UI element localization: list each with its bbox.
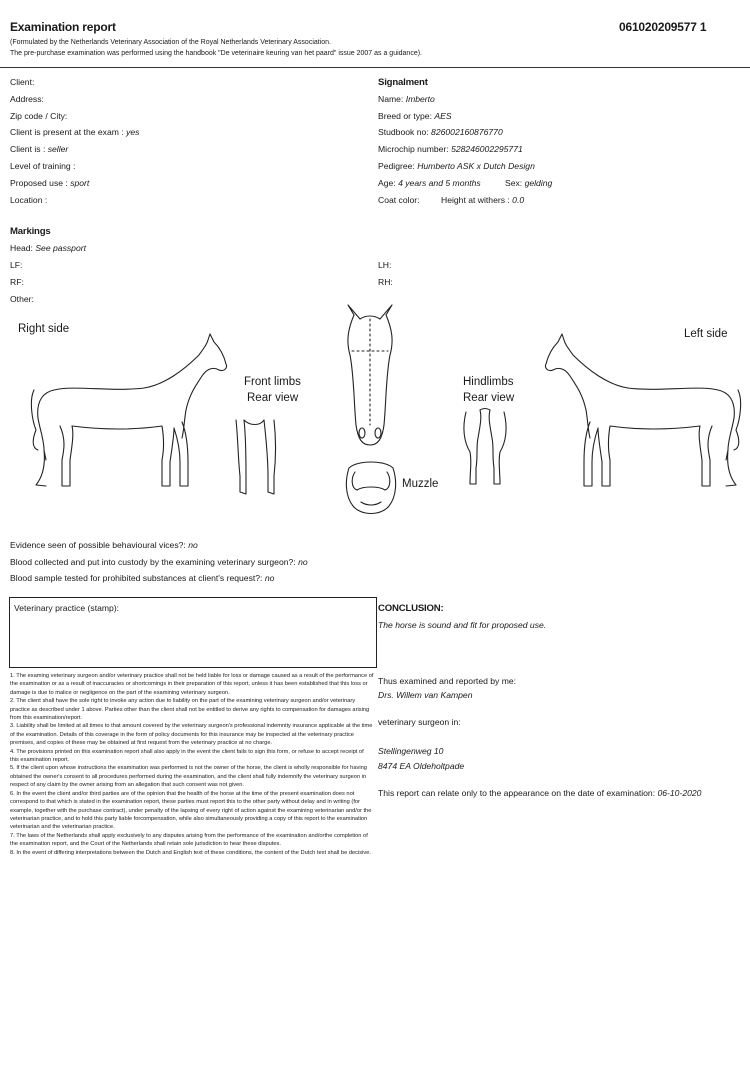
head-marking-label: Head: xyxy=(10,243,33,253)
blood-collected-row xyxy=(10,557,308,567)
term-6: 6. In the event the client and/or third parties are of the opinion that the health of the horse at the time of the present examination does not correspond to that which is stated in the examination report, these parties must report this to the other party without delay and in writing (for example, together with the purchase contract), under penalty of the lapsing of every right of action against the examining veterinarian and/or the veterinarian practice, and to hold this party liable forcompensation, while also simultaneously providing a copy of this report to the examination veterinarian and the veterinarian practice. xyxy=(10,790,372,831)
blood-sample-label: Blood sample tested for prohibited substances at client's request?: xyxy=(10,573,263,583)
studbook-row xyxy=(378,127,503,137)
sex-value: gelding xyxy=(524,178,553,188)
head-marking-row xyxy=(10,243,86,253)
blood-sample-row xyxy=(10,573,274,583)
client-label: Client: xyxy=(10,77,35,87)
veterinary-stamp-box xyxy=(9,597,377,668)
horse-right-side-drawing xyxy=(24,330,244,490)
term-8: 8. In the event of differing interpretations between the Dutch and English text of these conditions, the content of the Dutch text shall be decisive. xyxy=(10,849,371,856)
training-label: Level of training : xyxy=(10,161,76,171)
pedigree-label: Pedigree: xyxy=(378,161,415,171)
term-5: 5. If the client upon whose instructions the examination was performed is not the owner of the horse, the client is wholly responsible for having obtained the owner's consent to all procedures performed during the examination, and the client shall fully indemnify the veterinary surgeon in respect of any claim by the owner arising from an allegation that such consent was not given. xyxy=(10,765,367,789)
exam-date-value: 06-10-2020 xyxy=(657,788,702,798)
blood-collected-label: Blood collected and put into custody by the examining veterinary surgeon?: xyxy=(10,557,296,567)
term-3: 3. Liability shall be limited at all times to that amount covered by the veterinary surgeon's professional indemnity insurance applicable at the time of the examination. Details of this coverage in the form of policy documents for this insurance may be inspected at the veterinary practice premises, and copies of these may be obtained at first request from the veterinary practice at no charge. xyxy=(10,723,373,747)
vet-name: Drs. Willem van Kampen xyxy=(378,690,473,700)
examined-by-label: Thus examined and reported by me: xyxy=(378,676,517,686)
rf-label: RF: xyxy=(10,277,24,287)
breed-value: AES xyxy=(434,111,452,121)
front-limbs-label: Front limbs xyxy=(244,376,301,388)
pedigree-row xyxy=(378,161,535,171)
client-present-value: yes xyxy=(126,127,140,137)
terms-and-conditions xyxy=(10,672,374,857)
hindlimbs-rear-view-label: Rear view xyxy=(463,392,515,404)
practice-street: Stellingenweg 10 xyxy=(378,746,444,756)
report-title: Examination report xyxy=(10,20,116,34)
height-label: Height at withers : xyxy=(441,195,510,205)
microchip-label: Microchip number: xyxy=(378,144,449,154)
horse-name-value: Imberto xyxy=(405,94,435,104)
proposed-use-row xyxy=(10,178,89,188)
front-limbs-rear-view-label: Rear view xyxy=(247,392,299,404)
blood-collected-value: no xyxy=(298,557,308,567)
term-4: 4. The provisions printed on this examination report shall also apply in the event the client fails to sign this form, or refuse to accept receipt of this examination report. xyxy=(10,748,364,764)
client-present-label: Client is present at the exam : xyxy=(10,127,124,137)
vices-label: Evidence seen of possible behavioural vices?: xyxy=(10,540,186,550)
term-7: 7. The laws of the Netherlands shall apply exclusively to any disputes arising from the performance of the examination and/orthe completion of the examination report, and the Court of the Netherlands shall retain sole jurisdiction to hear these disputes. xyxy=(10,832,368,848)
location-label: Location : xyxy=(10,195,48,205)
rh-label: RH: xyxy=(378,277,393,287)
signalment-heading: Signalment xyxy=(378,77,428,88)
proposed-use-label: Proposed use : xyxy=(10,178,68,188)
term-1: 1. The examing veterinary surgeon and/or veterinary practice shall not be held liable for loss or damage caused as a result of the performance of the examination or as a result of inaccuracies or shortcomings in their preparation of this report, unless it has been established that this loss or damage is due to malice or negligence on the part of the examining veterinary surgeon. xyxy=(10,673,374,696)
hindlimbs-drawing xyxy=(460,408,510,488)
header-divider xyxy=(0,67,750,68)
vices-value: no xyxy=(188,540,198,550)
other-label: Other: xyxy=(10,294,34,304)
head-marking-value: See passport xyxy=(35,243,86,253)
vices-row xyxy=(10,540,198,550)
proposed-use-value: sport xyxy=(70,178,90,188)
muzzle-label: Muzzle xyxy=(402,478,439,490)
breed-row xyxy=(378,111,452,121)
client-is-value: seller xyxy=(47,144,69,154)
conclusion-text: The horse is sound and fit for proposed use. xyxy=(378,620,547,630)
pedigree-value: Humberto ASK x Dutch Design xyxy=(417,161,535,171)
horse-left-side-drawing xyxy=(528,330,748,490)
report-number: 061020209577 1 xyxy=(619,20,707,34)
client-is-row xyxy=(10,144,68,154)
horse-name-label: Name: xyxy=(378,94,404,104)
age-row xyxy=(378,178,481,188)
surgeon-in-label: veterinary surgeon in: xyxy=(378,717,461,727)
sex-label: Sex: xyxy=(505,178,523,188)
microchip-row xyxy=(378,144,523,154)
markings-heading: Markings xyxy=(10,226,51,237)
breed-label: Breed or type: xyxy=(378,111,432,121)
practice-city: 8474 EA Oldeholtpade xyxy=(378,761,465,771)
stamp-label: Veterinary practice (stamp): xyxy=(14,603,120,613)
client-present-row xyxy=(10,127,139,137)
report-subtitle-1: (Formulated by the Netherlands Veterinary Association of the Royal Netherlands Veterinary Association. xyxy=(10,39,332,46)
lf-label: LF: xyxy=(10,260,23,270)
exam-date-label: This report can relate only to the appearance on the date of examination: xyxy=(378,788,656,798)
muzzle-drawing xyxy=(341,458,401,518)
studbook-value: 826002160876770 xyxy=(431,127,503,137)
conclusion-heading: CONCLUSION: xyxy=(378,603,444,614)
studbook-label: Studbook no: xyxy=(378,127,429,137)
blood-sample-value: no xyxy=(264,573,275,583)
lh-label: LH: xyxy=(378,260,392,270)
right-side-label: Right side xyxy=(18,323,70,335)
horse-name-row xyxy=(378,94,435,104)
height-value: 0.0 xyxy=(512,195,525,205)
report-subtitle-2: The pre-purchase examination was performed using the handbook "De veterinaire keuring van het paard" issue 2007 as a guidance). xyxy=(10,50,422,57)
address-label: Address: xyxy=(10,94,44,104)
front-limbs-drawing xyxy=(232,418,282,498)
exam-date-row xyxy=(378,788,701,798)
coat-color-label: Coat color: xyxy=(378,195,420,205)
left-side-label: Left side xyxy=(684,328,728,340)
term-2: 2. The client shall have the sole right to invoke any action due to liability on the part of the examining veterinary surgeon and/or veterinary practice as described under 1 above. Parties other than the client shall not be entitled to derive any rights to compensation for damages arising from this examination/report. xyxy=(10,698,370,722)
sex-row xyxy=(505,178,552,188)
client-is-label: Client is : xyxy=(10,144,46,154)
age-value: 4 years and 5 months xyxy=(398,178,481,188)
head-front-view-drawing xyxy=(340,305,400,445)
age-label: Age: xyxy=(378,178,396,188)
microchip-value: 528246002295771 xyxy=(451,144,523,154)
zip-city-label: Zip code / City: xyxy=(10,111,68,121)
height-row xyxy=(441,195,524,205)
hindlimbs-label: Hindlimbs xyxy=(463,376,514,388)
